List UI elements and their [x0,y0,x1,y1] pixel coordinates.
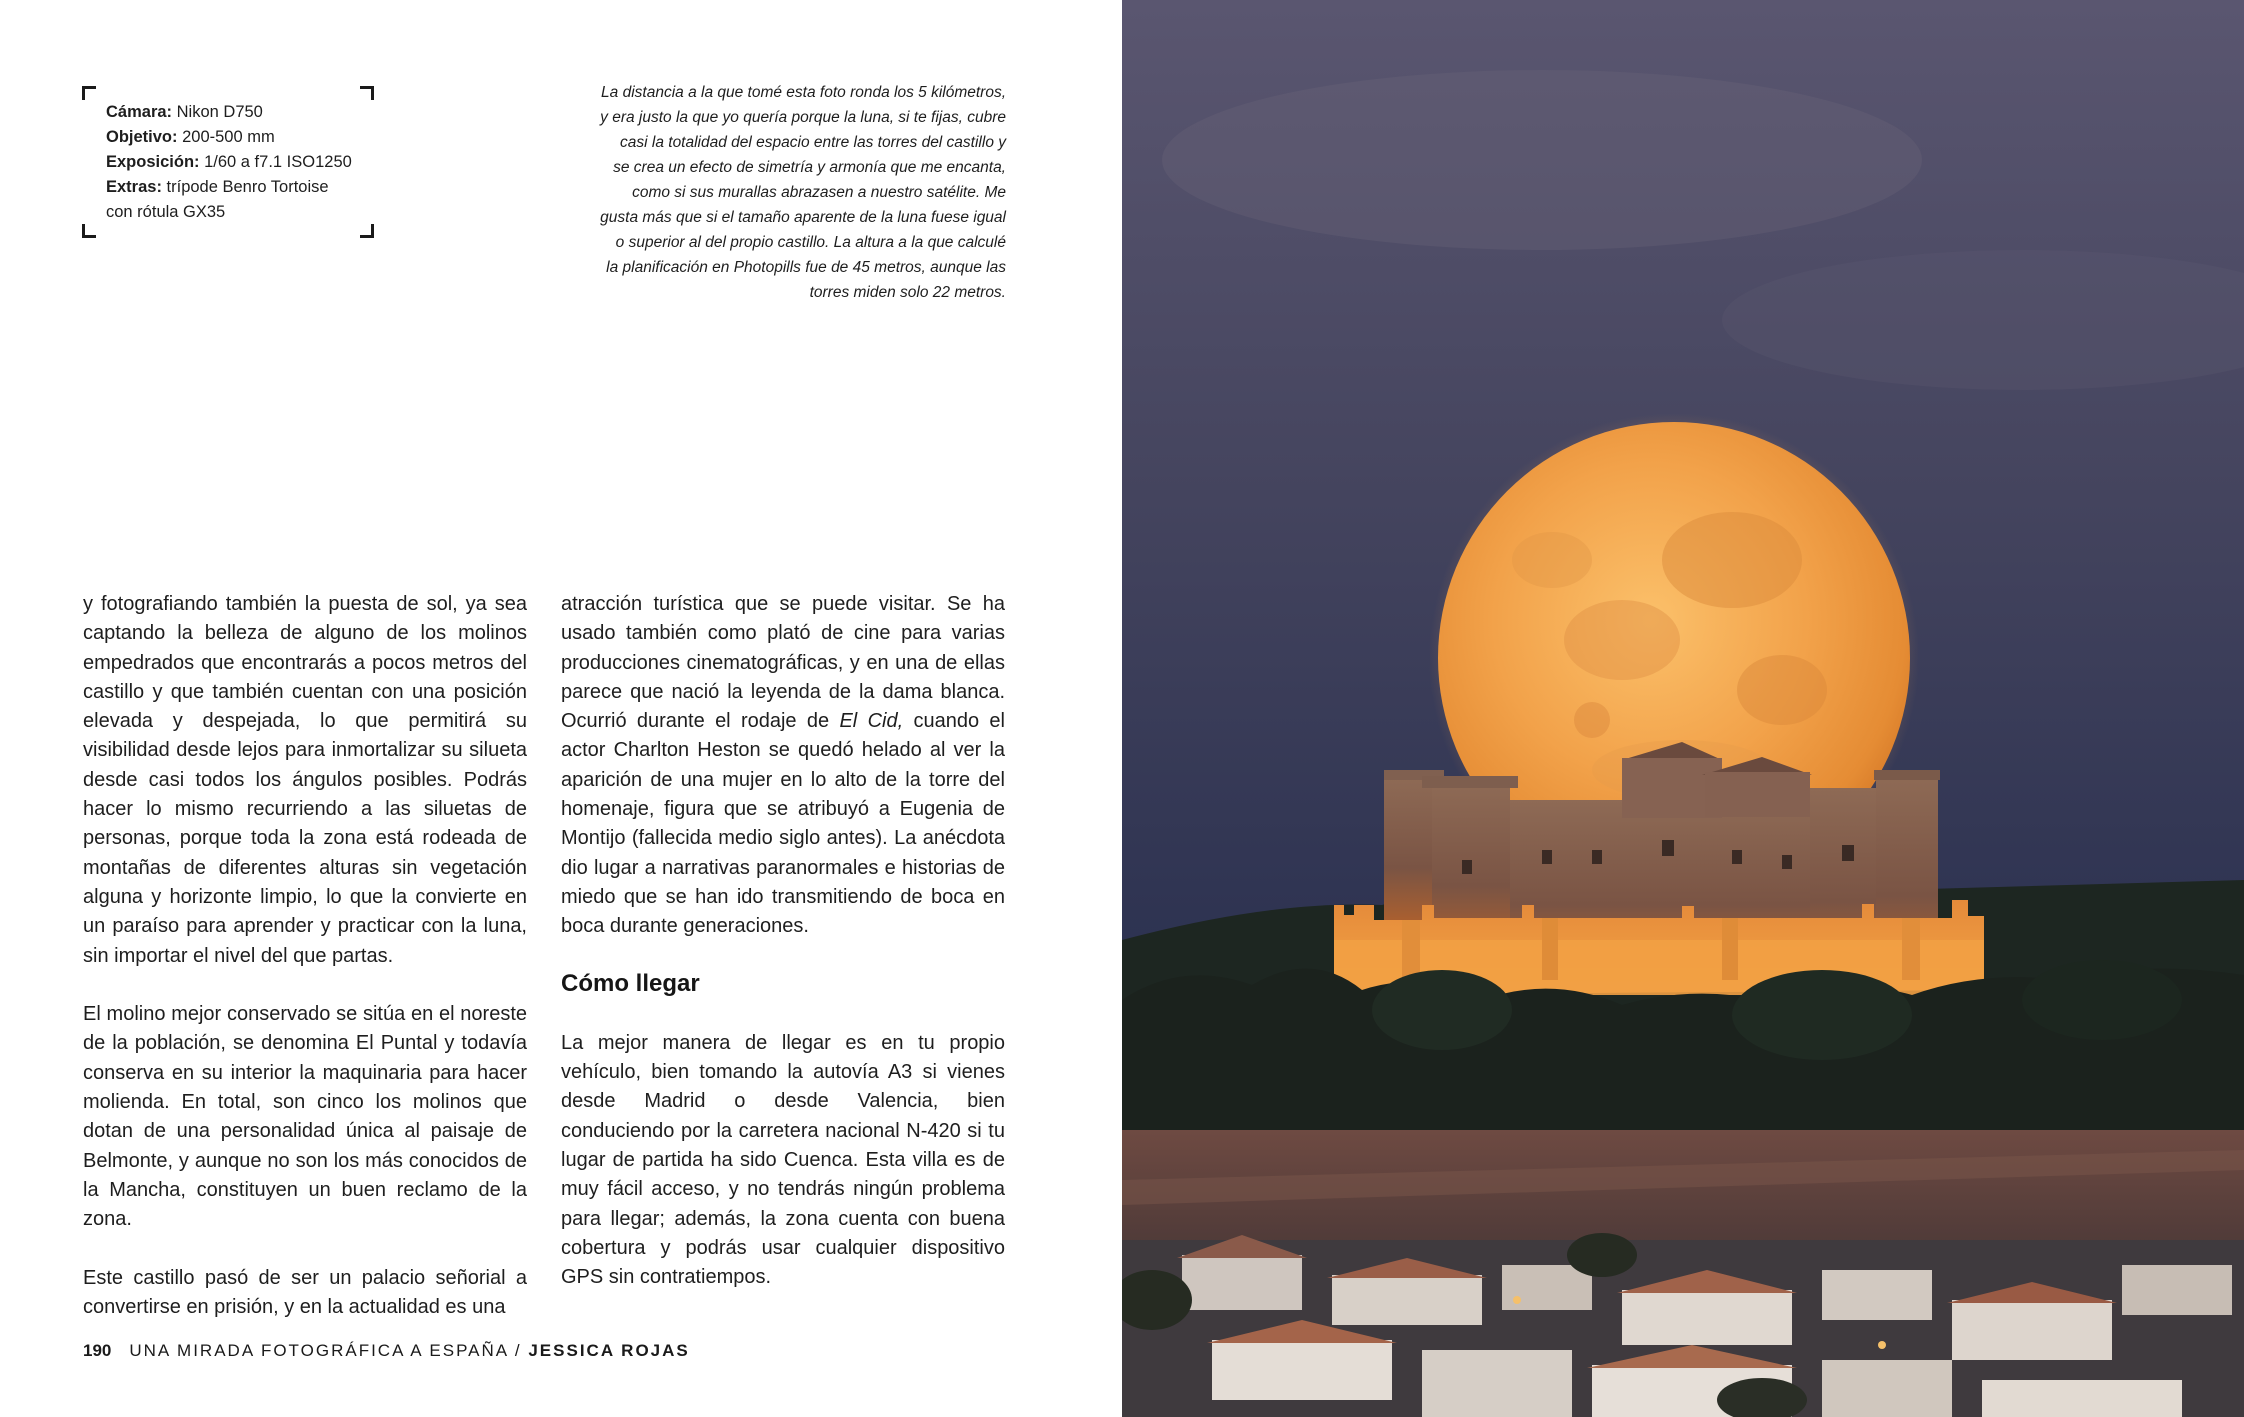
spec-value: trípode Benro Tortoise [161,178,329,196]
section-heading: Cómo llegar [561,969,700,997]
spec-value: 200-500 mm [177,128,275,146]
paragraph-text: cuando el actor Charlton Heston se quedó helado al ver la aparición de una mujer en lo alto de la torre del homenaje, figura que se atribuyó a Eugenia de Montijo (fallecida medio siglo antes). La anécdota dio lugar a narrativas paranormales e historias de miedo que se han ido transmitiendo de boca en boca durante generaciones. [561,710,1006,938]
camera-specs-list [106,100,366,225]
photo-illustration [1122,0,2244,1417]
paragraph: El molino mejor conservado se sitúa en el noreste de la población, se denomina El Puntal y todavía conserva en su interior la maquinaria para hacer molienda. En total, son cinco los molinos que dotan de una personalidad única al paisaje de Belmonte, y aunque no son los más conocidos de la Mancha, constituyen un buen reclamo de la zona. [83,1003,527,1231]
corner-mark [360,224,374,238]
paragraph: y fotografiando también la puesta de sol, ya sea captando la belleza de alguno de los molinos empedrados que encontrarás a pocos metros del castillo y que también cuentan con una posición elevada y despejada, lo que permitirá su visibilidad desde lejos para inmortalizar su silueta desde casi todos los ángulos posibles. Podrás hacer lo mismo recurriendo a las siluetas de personas, porque toda la zona está rodeada de montañas de diferentes alturas sin vegetación alguna y horizonte limpio, lo que la convierte en un paraíso para aprender y practicar con la luna, sin importar el nivel del que partas. [83,593,527,967]
spec-label: Objetivo: [106,128,178,146]
corner-mark [82,86,96,100]
spec-exposure [106,150,366,175]
corner-mark [360,86,374,100]
paragraph: Este castillo pasó de ser un palacio señorial a convertirse en prisión, y en la actualidad es una [83,1266,527,1319]
footer-separator: / [508,1341,529,1360]
book-title: UNA MIRADA FOTOGRÁFICA A ESPAÑA [129,1341,509,1360]
spec-extras-continued: con rótula GX35 [106,203,226,221]
town [1122,1233,2244,1417]
film-title: El Cid, [839,710,904,733]
paragraph: La mejor manera de llegar es en tu propio vehículo, bien tomando la autovía A3 si vienes desde Madrid o desde Valencia, bien conduciendo por la carretera nacional N-420 si tu lugar de partida ha sido Cuenca. Esta villa es de muy fácil acceso, y no tendrás ningún problema para llegar; además, la zona cuenta con buena cobertura y podrás usar cualquier dispositivo GPS sin contratiempos. [561,1031,1005,1289]
spec-label: Extras: [106,178,162,196]
text-column-left [83,590,527,1322]
spec-extras [106,175,366,200]
page-footer [83,1340,690,1362]
spec-camera [106,100,366,125]
photo-caption: La distancia a la que tomé esta foto ronda los 5 kilómetros, y era justo la que yo quería porque la luna, si te fijas, cubre casi la totalidad del espacio entre las torres del castillo y se crea un efecto de simetría y armonía que me encanta, como si sus murallas abrazasen a nuestro satélite. Me gusta más que si el tamaño aparente de la luna fuese igual o superior al del propio castillo. La altura a la que calculé la planificación en Photopills fue de 45 metros, aunque las torres miden solo 22 metros. [600,84,1006,301]
spec-value: 1/60 a f7.1 ISO1250 [199,153,352,171]
spec-value: Nikon D750 [172,103,263,121]
corner-mark [82,224,96,238]
full-moon-castle-photo [1122,0,2244,1417]
camera-specs-box [82,86,374,238]
spec-label: Exposición: [106,153,200,171]
text-column-right [561,590,1005,1293]
spec-label: Cámara: [106,103,173,121]
paragraph [561,590,1005,942]
paragraph-text: atracción turística que se puede visitar. Se ha usado también como plató de cine para varias producciones cinematográficas, y en una de ellas parece que nació la leyenda de la dama blanca. Ocurrió durante el rodaje de [561,593,1005,733]
spec-lens [106,125,366,150]
page-number: 190 [83,1341,112,1360]
author-name: JESSICA ROJAS [528,1341,690,1360]
